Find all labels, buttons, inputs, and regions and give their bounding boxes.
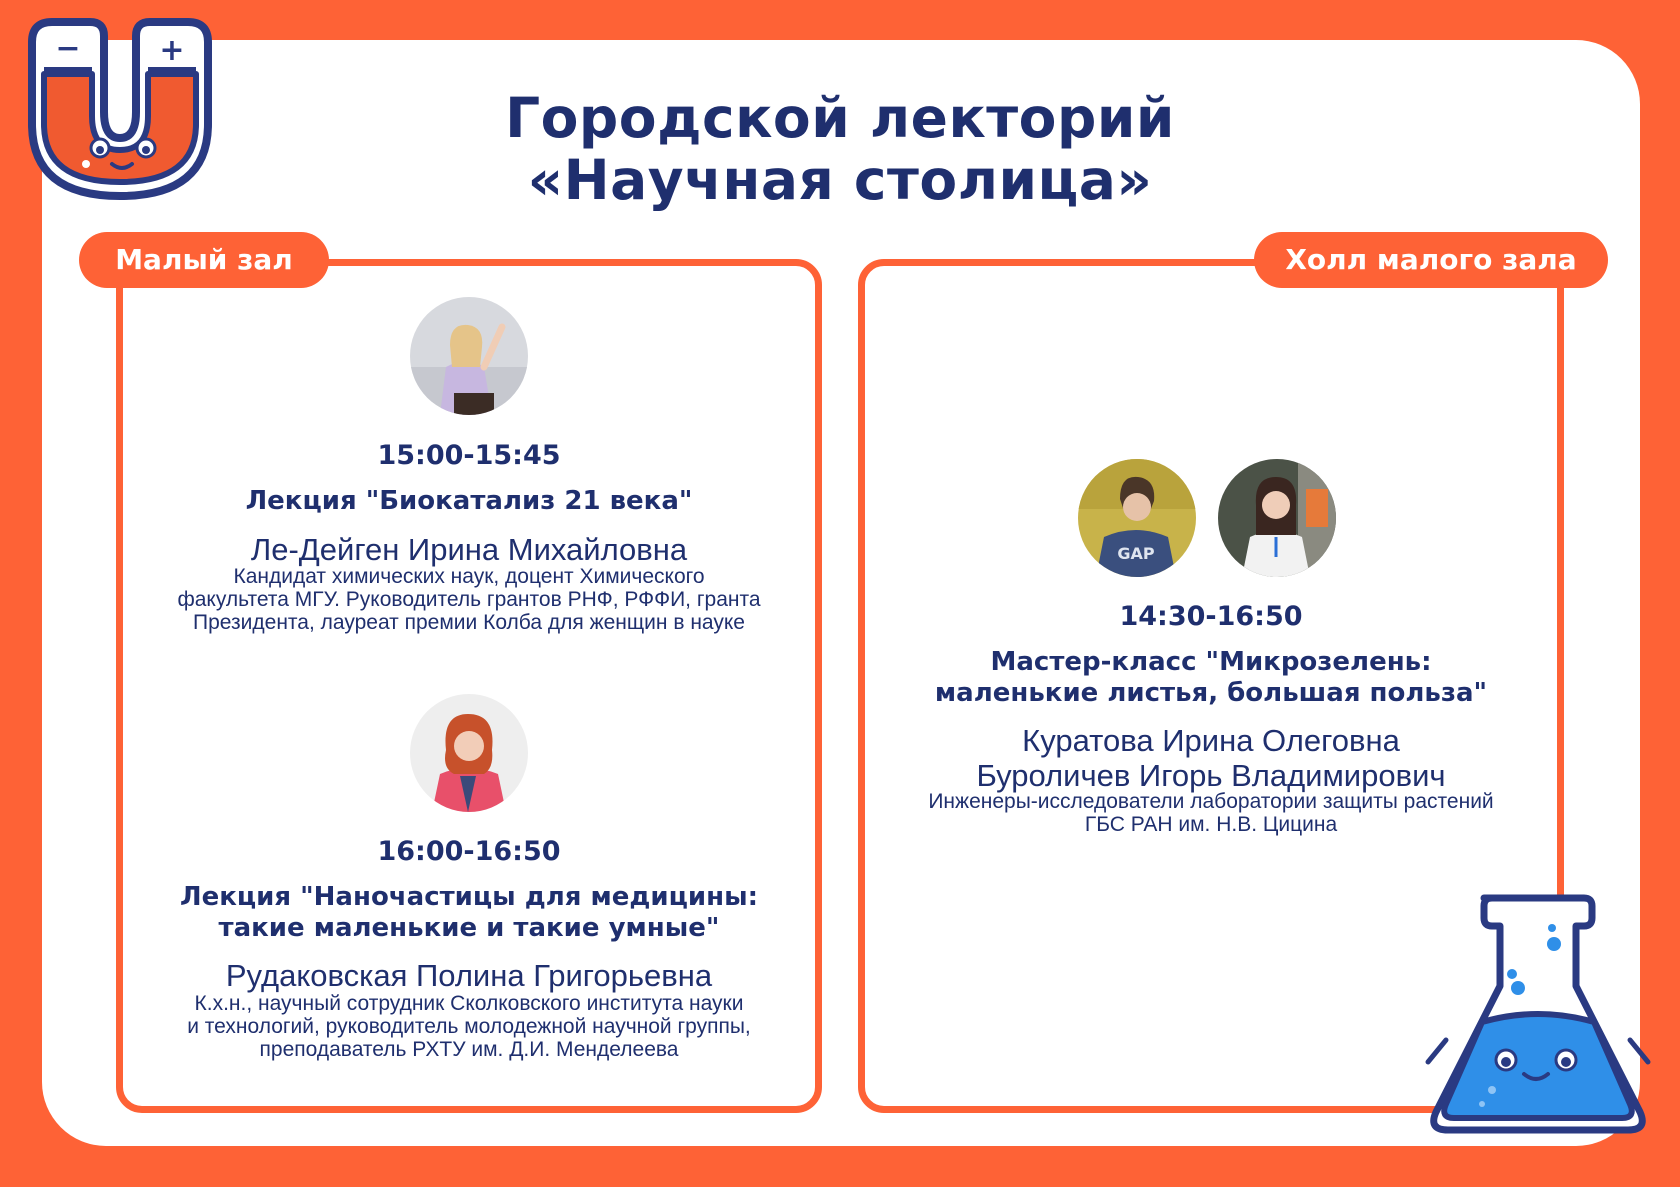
event-title: маленькие листья, большая польза" bbox=[934, 678, 1488, 708]
speaker-name: Ле-Дейген Ирина Михайловна bbox=[250, 532, 688, 567]
speaker-photo-rudakovskaya bbox=[410, 694, 528, 812]
speaker-name: Рудаковская Полина Григорьевна bbox=[225, 958, 713, 993]
speaker-bio-line: ГБС РАН им. Н.В. Цицина bbox=[1084, 813, 1338, 836]
page-title-line1: Городской лекторий bbox=[505, 86, 1175, 150]
speaker-photo-le-deygen bbox=[410, 297, 528, 415]
speaker-bio-line: факультета МГУ. Руководитель грантов РНФ, РФФИ, гранта bbox=[177, 588, 761, 611]
speaker-bio-line: преподаватель РХТУ им. Д.И. Менделеева bbox=[259, 1038, 679, 1061]
speaker-bio-line: и технологий, руководитель молодежной научной группы, bbox=[187, 1015, 751, 1038]
event-title: Лекция "Наночастицы для медицины: bbox=[180, 882, 758, 912]
speaker-bio-line: Президента, лауреат премии Колба для женщин в науке bbox=[193, 611, 745, 634]
magnet-plus: + bbox=[159, 33, 185, 68]
speaker-bio-line: Кандидат химических наук, доцент Химического bbox=[233, 565, 705, 588]
event-title: Мастер-класс "Микрозелень: bbox=[990, 647, 1432, 677]
event-time: 15:00-15:45 bbox=[377, 440, 561, 471]
event-title: такие маленькие и такие умные" bbox=[218, 913, 720, 943]
speaker-bio-line: К.х.н., научный сотрудник Сколковского института науки bbox=[194, 992, 744, 1015]
event-time: 16:00-16:50 bbox=[377, 836, 561, 867]
hall-label-right: Холл малого зала bbox=[1254, 232, 1608, 288]
magnet-minus: − bbox=[55, 31, 81, 66]
event-time: 14:30-16:50 bbox=[1119, 601, 1303, 632]
svg-text:GAP: GAP bbox=[1117, 544, 1155, 563]
page-title-line2: «Научная столица» bbox=[527, 148, 1153, 212]
speaker-name: Куратова Ирина Олеговна bbox=[1022, 723, 1400, 758]
flask-icon bbox=[1422, 890, 1654, 1140]
hall-label-left: Малый зал bbox=[79, 232, 329, 288]
speaker-bio-line: Инженеры-исследователи лаборатории защиты растений bbox=[928, 790, 1494, 813]
speaker-name: Буроличев Игорь Владимирович bbox=[976, 758, 1446, 793]
speaker-photo-kuratova bbox=[1218, 459, 1336, 577]
event-title: Лекция "Биокатализ 21 века" bbox=[245, 486, 693, 516]
speaker-photo-burolichev bbox=[1078, 459, 1196, 577]
